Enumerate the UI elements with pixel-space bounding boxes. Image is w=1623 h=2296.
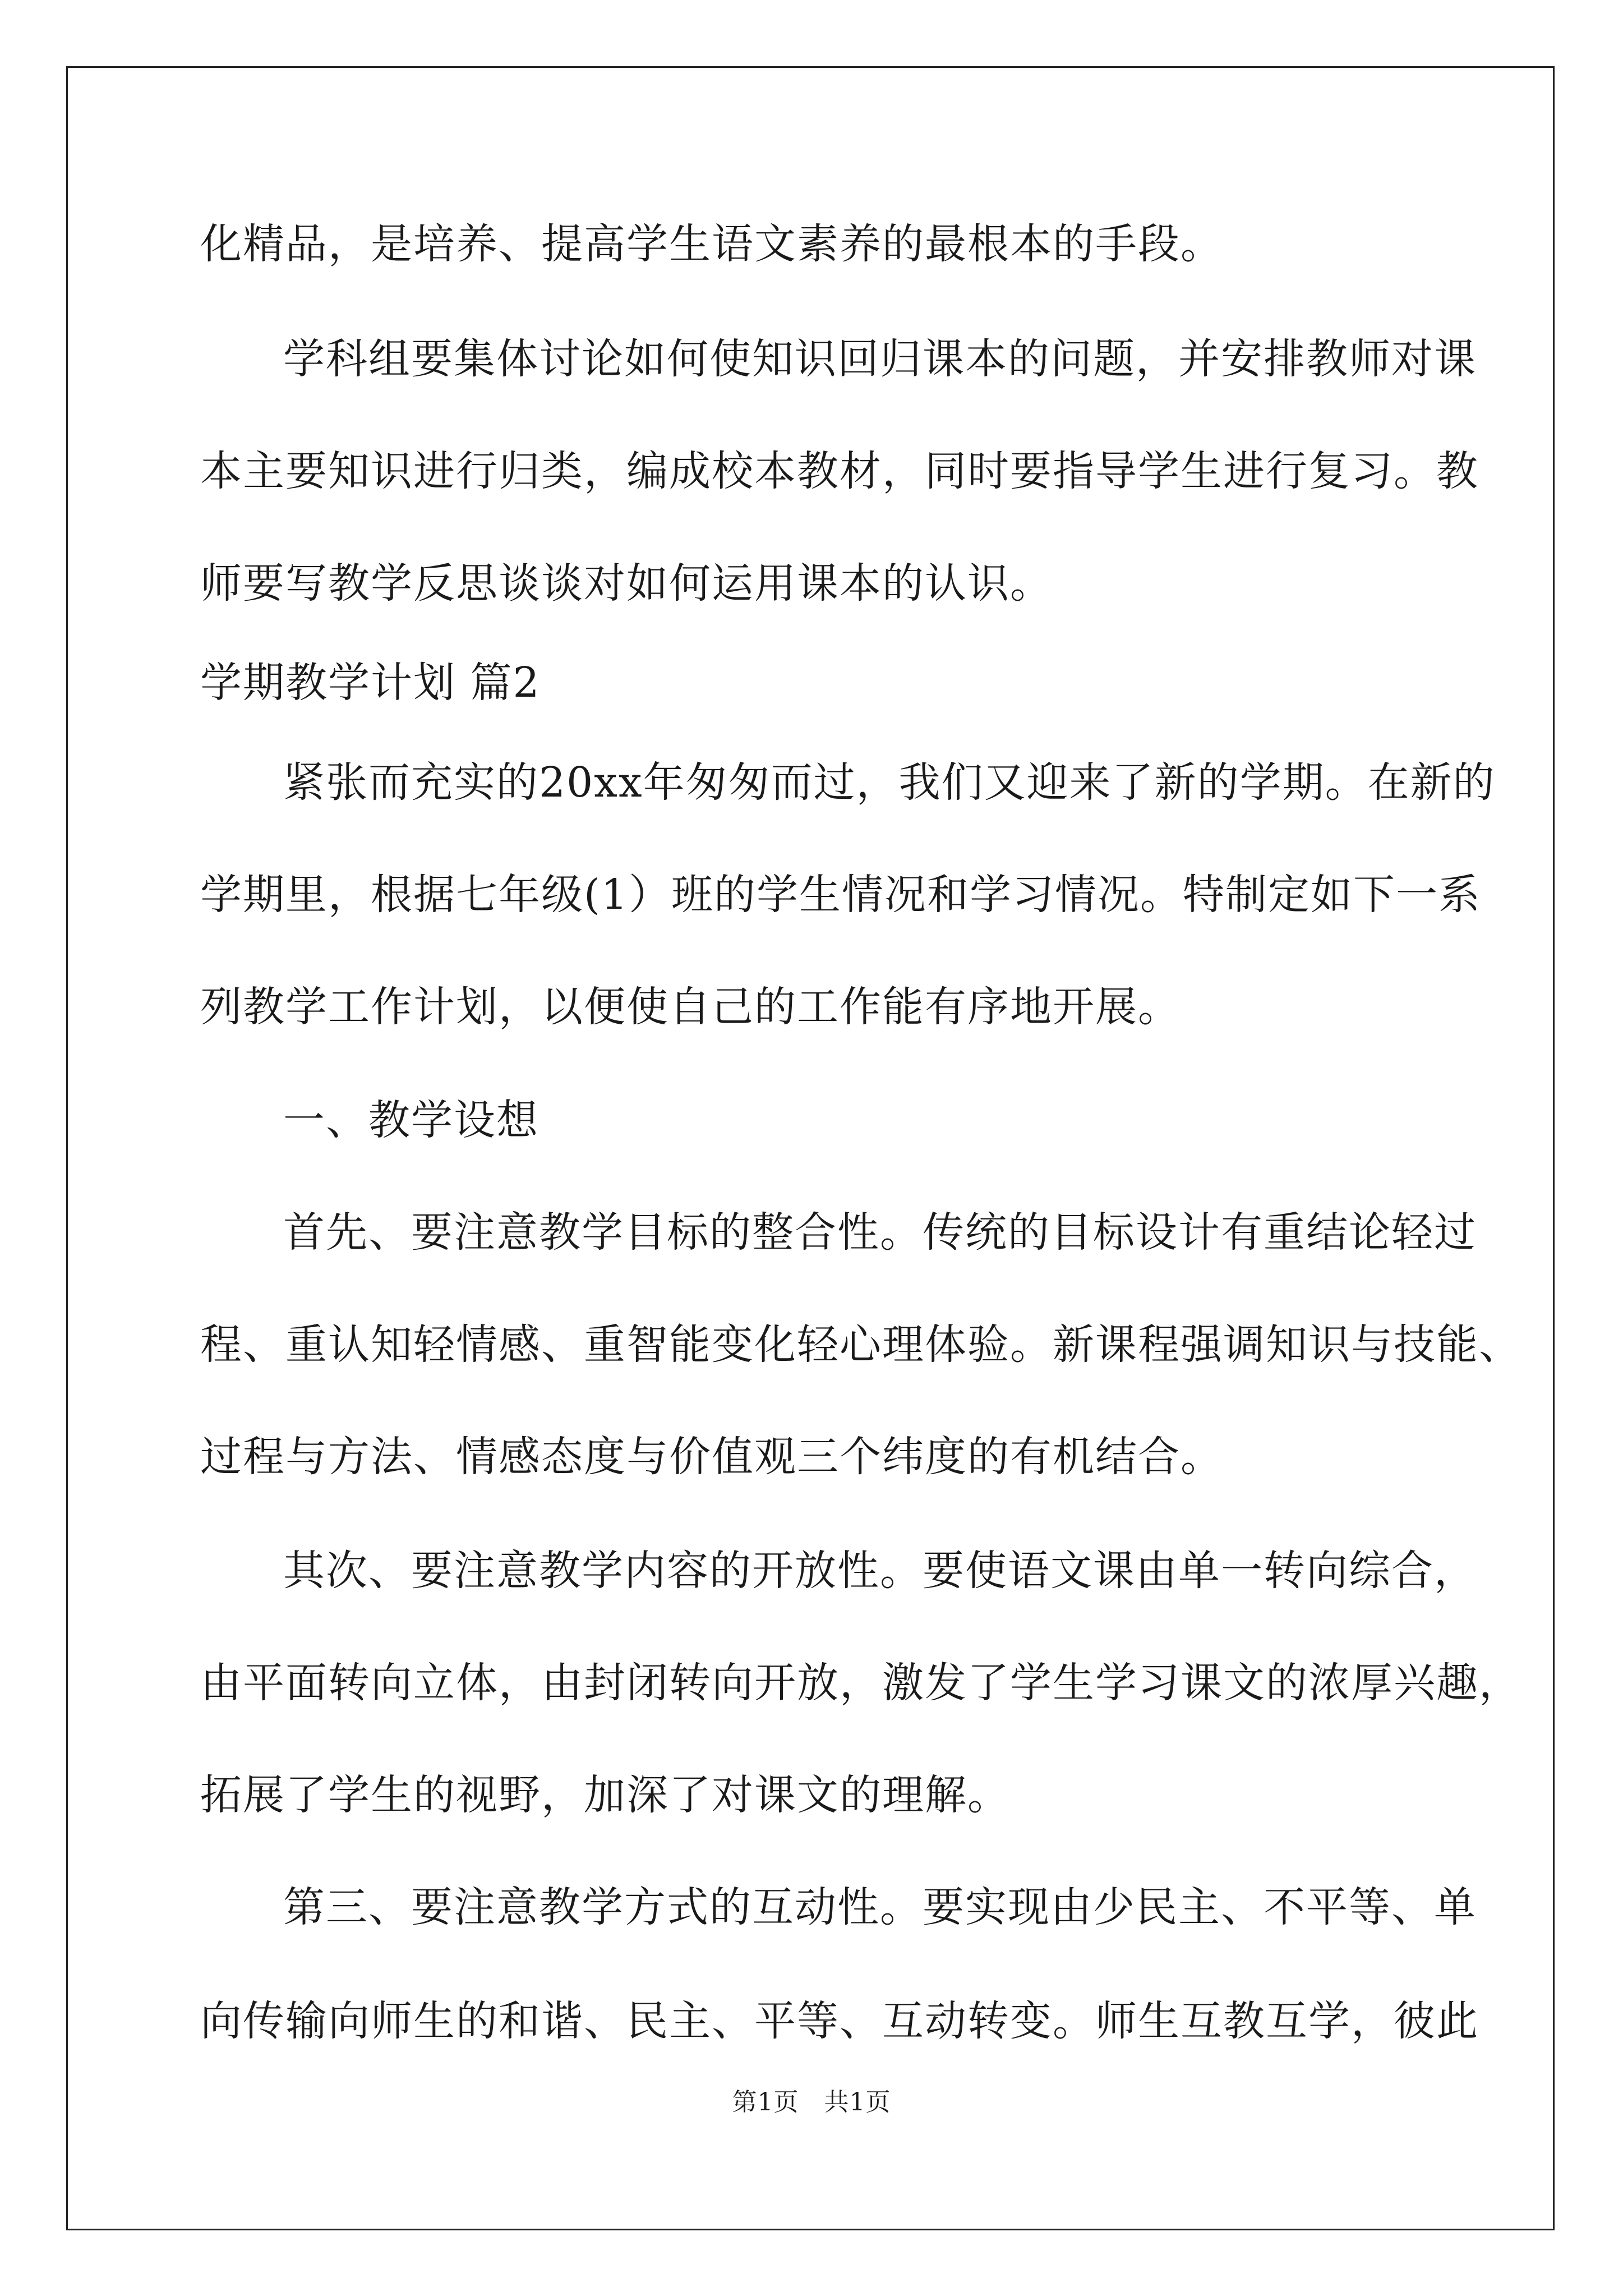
paragraph-line: 学期里，根据七年级(1）班的学生情况和学习情况。特制定如下一系 (200, 871, 1481, 919)
paragraph-line: 其次、要注意教学内容的开放性。要使语文课由单一转向综合， (283, 1547, 1477, 1595)
paragraph-line: 学科组要集体讨论如何使知识回归课本的问题，并安排教师对课 (283, 335, 1477, 383)
paragraph-line: 向传输向师生的和谐、民主、平等、互动转变。师生互教互学，彼此 (200, 1997, 1479, 2045)
paragraph-line: 紧张而充实的20xx年匆匆而过，我们又迎来了新的学期。在新的 (283, 758, 1496, 807)
paragraph-line: 化精品，是培养、提高学生语文素养的最根本的手段。 (200, 220, 1223, 268)
paragraph-line: 本主要知识进行归类，编成校本教材，同时要指导学生进行复习。教 (200, 447, 1479, 495)
paragraph-line: 师要写教学反思谈谈对如何运用课本的认识。 (200, 559, 1053, 608)
paragraph-line: 首先、要注意教学目标的整合性。传统的目标设计有重结论轻过 (283, 1208, 1477, 1257)
paragraph-line: 由平面转向立体，由封闭转向开放，激发了学生学习课文的浓厚兴趣， (200, 1659, 1521, 1707)
paragraph-line: 第三、要注意教学方式的互动性。要实现由少民主、不平等、单 (283, 1883, 1477, 1931)
paragraph-line: 拓展了学生的视野，加深了对课文的理解。 (200, 1771, 1010, 1819)
section-heading: 学期教学计划 篇2 (200, 659, 541, 707)
paragraph-line: 过程与方法、情感态度与价值观三个纬度的有机结合。 (200, 1433, 1223, 1481)
subsection-heading: 一、教学设想 (283, 1096, 539, 1144)
page-footer: 第1页 共1页 (732, 2088, 891, 2116)
paragraph-line: 程、重认知轻情感、重智能变化轻心理体验。新课程强调知识与技能、 (200, 1320, 1521, 1369)
paragraph-line: 列教学工作计划，以便使自己的工作能有序地开展。 (200, 983, 1181, 1031)
